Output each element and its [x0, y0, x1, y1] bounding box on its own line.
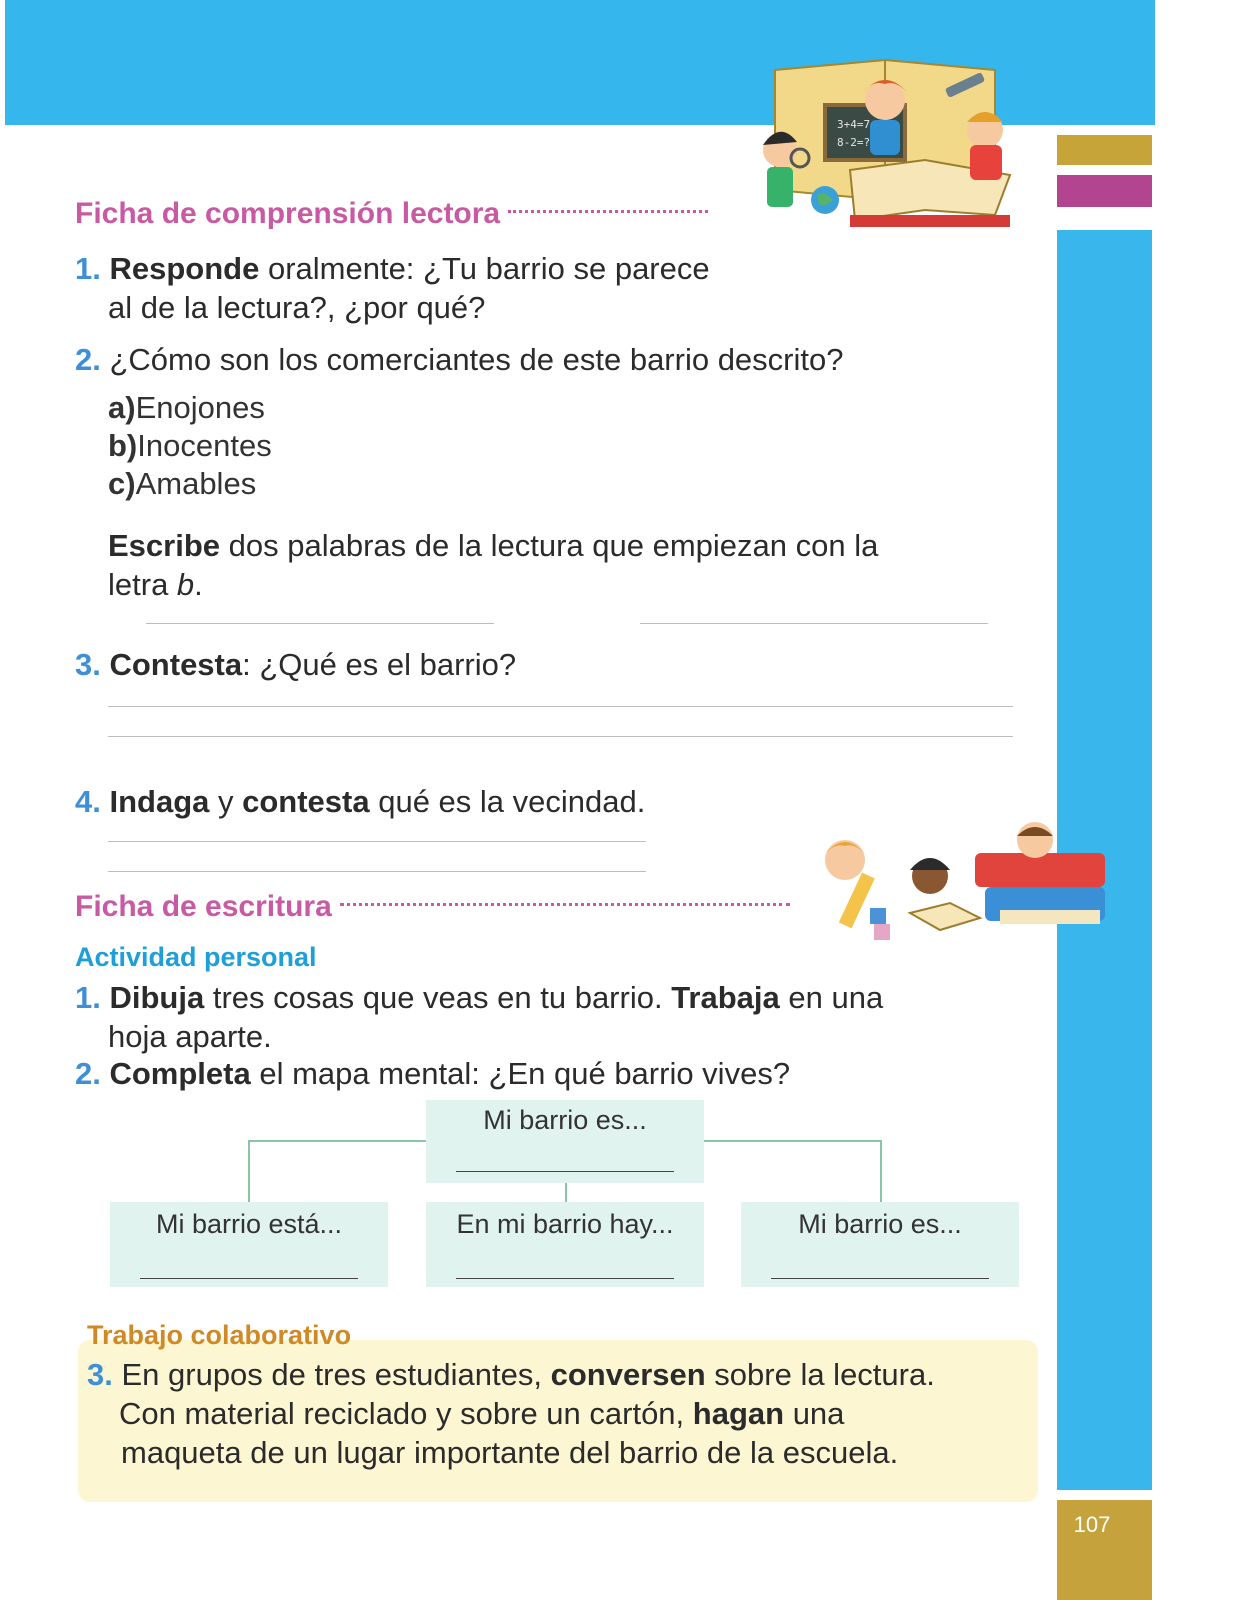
write-words-instruction — [108, 526, 1008, 604]
instruction-text: dos palabras de la lectura que empiezan con la — [220, 528, 879, 563]
collab-text-2a: Con material reciclado y sobre un cartón, — [119, 1396, 693, 1431]
question-verb: Contesta — [109, 647, 243, 682]
question-verb-1: Indaga — [109, 784, 210, 819]
mind-map-right-label: Mi barrio es... — [798, 1209, 962, 1239]
title-dotted-leader — [508, 210, 708, 213]
answer-line-word-2[interactable] — [640, 623, 988, 624]
mind-map-connector-left-v — [248, 1140, 250, 1202]
collab-text-1b: sobre la lectura. — [705, 1357, 935, 1392]
collaborative-work-title: Trabajo colaborativo — [87, 1320, 352, 1350]
question-connector: y — [209, 784, 243, 819]
option-text: Inocentes — [137, 428, 272, 463]
mind-map-center-box — [426, 1202, 704, 1287]
mind-map-connector-left-h — [248, 1140, 428, 1142]
question-verb-2: Trabaja — [671, 980, 780, 1015]
mind-map-left-label: Mi barrio está... — [155, 1209, 343, 1239]
question-number: 1. — [75, 251, 101, 286]
collab-verb-2: hagan — [692, 1396, 785, 1431]
option-letter: b) — [108, 428, 138, 463]
writing-title-text: Ficha de escritura — [75, 890, 332, 923]
mind-map-left-box — [110, 1202, 388, 1287]
instruction-period: . — [194, 567, 203, 602]
mind-map-connector-right-h — [703, 1140, 881, 1142]
mind-map-center-answer-line[interactable] — [456, 1278, 674, 1279]
question-verb: Dibuja — [109, 980, 205, 1015]
question-text: el mapa mental: ¿En qué barrio vives? — [250, 1056, 791, 1091]
question-text-2: en una — [779, 980, 884, 1015]
mind-map-right-answer-line[interactable] — [771, 1278, 989, 1279]
kids-writing-illustration — [800, 818, 1115, 953]
question-text: tres cosas que veas en tu barrio. — [204, 980, 672, 1015]
question-number: 3. — [75, 647, 101, 682]
answer-line-q3-2[interactable] — [108, 736, 1013, 737]
svg-text:3+4=7: 3+4=7 — [837, 118, 871, 131]
question-verb-2: contesta — [242, 784, 370, 819]
instruction-letter: b — [176, 567, 195, 602]
question-text-continued: al de la lectura?, ¿por qué? — [108, 290, 486, 325]
mind-map-top-answer-line[interactable] — [456, 1171, 674, 1172]
question-text-continued: hoja aparte. — [108, 1019, 272, 1054]
question-number: 4. — [75, 784, 101, 819]
mind-map-right-box — [741, 1202, 1019, 1287]
writing-question-2 — [75, 1054, 1035, 1093]
writing-section-title — [75, 890, 790, 924]
question-verb: Completa — [109, 1056, 251, 1091]
mind-map-top-label: Mi barrio es... — [483, 1105, 647, 1135]
answer-line-word-1[interactable] — [146, 623, 494, 624]
mind-map-left-answer-line[interactable] — [140, 1278, 358, 1279]
question-number: 1. — [75, 980, 101, 1015]
question-number: 3. — [87, 1357, 113, 1392]
page-number: 107 — [1073, 1512, 1111, 1537]
question-text: oralmente: ¿Tu barrio se parece — [259, 251, 710, 286]
mind-map-top-box — [426, 1100, 704, 1183]
answer-line-q4-2[interactable] — [108, 871, 646, 872]
personal-activity-label: Actividad personal — [75, 942, 317, 972]
option-letter: a) — [108, 390, 136, 425]
answer-line-q4-1[interactable] — [108, 841, 646, 842]
option-b — [108, 426, 272, 465]
kids-reading-illustration — [745, 50, 1035, 240]
mind-map-connector-center-v — [565, 1183, 567, 1202]
reading-question-1 — [75, 249, 795, 327]
collab-verb-1: conversen — [550, 1357, 706, 1392]
instruction-verb: Escribe — [108, 528, 221, 563]
mind-map-connector-right-v — [880, 1140, 882, 1202]
option-a — [108, 388, 265, 427]
option-c — [108, 464, 256, 503]
question-text: ¿Cómo son los comerciantes de este barrio descrito? — [109, 342, 844, 377]
reading-section-title — [75, 197, 708, 231]
collab-question-3 — [87, 1355, 1047, 1472]
title-dotted-leader — [340, 903, 790, 906]
reading-question-2 — [75, 340, 1035, 379]
instruction-text-continued: letra — [108, 567, 177, 602]
purple-tab — [1057, 175, 1152, 207]
collab-text-1a: En grupos de tres estudiantes, — [121, 1357, 551, 1392]
reading-question-4 — [75, 782, 975, 821]
option-letter: c) — [108, 466, 136, 501]
option-text: Enojones — [135, 390, 265, 425]
svg-text:8-2=?: 8-2=? — [837, 136, 871, 149]
mind-map-center-label: En mi barrio hay... — [456, 1209, 674, 1239]
gold-tab — [1057, 135, 1152, 165]
collab-text-3: maqueta de un lugar importante del barrio de la escuela. — [121, 1435, 899, 1470]
reading-title-text: Ficha de comprensión lectora — [75, 197, 501, 230]
question-number: 2. — [75, 342, 101, 377]
answer-line-q3-1[interactable] — [108, 706, 1013, 707]
collab-text-2b: una — [784, 1396, 845, 1431]
question-text: qué es la vecindad. — [369, 784, 646, 819]
reading-question-3 — [75, 645, 975, 684]
writing-question-1 — [75, 978, 1035, 1056]
question-verb: Responde — [109, 251, 260, 286]
option-text: Amables — [135, 466, 257, 501]
question-text: : ¿Qué es el barrio? — [242, 647, 517, 682]
question-number: 2. — [75, 1056, 101, 1091]
